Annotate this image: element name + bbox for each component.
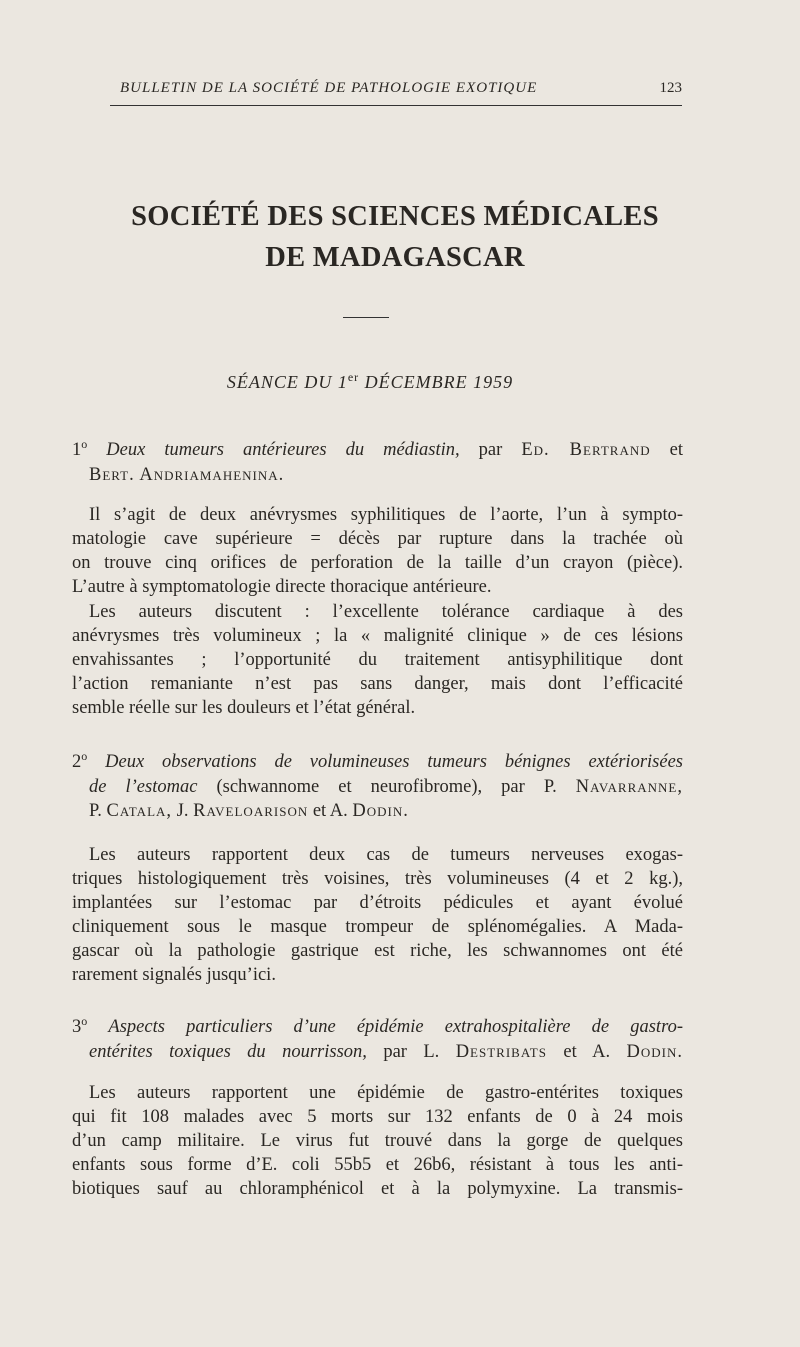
item-2-title-text: Deux observations de volumineuses tumeurs bénignes extériorisées bbox=[105, 752, 683, 772]
item-3-paragraph bbox=[72, 1081, 683, 1201]
society-title-line1: SOCIÉTÉ DES SCIENCES MÉDICALES bbox=[131, 201, 659, 232]
text-line: l’action remaniante n’est pas sans danger, mais dont l’efficacité bbox=[72, 674, 683, 694]
text-line: qui fit 108 malades avec 5 morts sur 132 enfants de 0 à 24 mois bbox=[72, 1107, 683, 1127]
text-line: cliniquement sous le masque trompeur de splénomégalies. A Mada- bbox=[72, 917, 683, 937]
item-1-degree: o bbox=[81, 436, 88, 451]
item-1-number: 1 bbox=[72, 440, 82, 460]
item-3-title-line2 bbox=[72, 1040, 683, 1065]
text-line: enfants sous forme d’E. coli 55b5 et 26b6, résistant à tous les anti- bbox=[72, 1155, 683, 1175]
item-2-title-line1 bbox=[72, 750, 683, 775]
item-2-title-line2 bbox=[72, 775, 683, 800]
text-line: semble réelle sur les douleurs et l’état général. bbox=[72, 698, 416, 718]
item-3-and: et A. bbox=[546, 1041, 627, 1062]
section-divider bbox=[343, 317, 389, 318]
seance-heading bbox=[0, 370, 740, 393]
item-1-and: et bbox=[650, 440, 683, 460]
society-title bbox=[40, 196, 750, 278]
text-line: on trouve cinq orifices de perforation de la taille d’un crayon (pièce). bbox=[72, 553, 683, 573]
item-3-by: par L. bbox=[366, 1041, 456, 1062]
text-line: gascar où la pathologie gastrique est riche, les schwannomes ont été bbox=[72, 941, 683, 961]
item-1-author-a: Ed. Bertrand bbox=[521, 440, 651, 460]
text-line: implantées sur l’estomac par d’étroits pédicules et ayant évolué bbox=[72, 893, 683, 913]
text-line: d’un camp militaire. Le virus fut trouvé dans la gorge de quelques bbox=[72, 1131, 683, 1151]
item-3-title-end: entérites toxiques du nourrisson, bbox=[89, 1041, 367, 1062]
item-3-title bbox=[72, 1015, 683, 1064]
text-line: L’autre à symptomatologie directe thoracique antérieure. bbox=[72, 577, 492, 597]
seance-day: 1 bbox=[337, 372, 348, 392]
item-2-initial-b: P. bbox=[89, 801, 107, 821]
seance-pre: SÉANCE DU bbox=[226, 372, 338, 392]
item-1-title bbox=[72, 438, 683, 487]
text-line: Les auteurs rapportent une épidémie de gastro-entérites toxiques bbox=[89, 1083, 683, 1103]
item-2-title-end: de l’estomac bbox=[89, 776, 198, 797]
text-line: Les auteurs rapportent deux cas de tumeurs nerveuses exogas- bbox=[89, 845, 683, 865]
text-line: Les auteurs discutent : l’excellente tolérance cardiaque à des bbox=[89, 602, 683, 622]
item-2-title bbox=[72, 750, 683, 824]
item-1-by: par bbox=[459, 440, 522, 460]
item-1-author-b: Bert. Andriamahenina. bbox=[89, 464, 285, 485]
text-line: envahissantes ; l’opportunité du traitement antisyphilitique dont bbox=[72, 650, 683, 670]
text-line: triques histologiquement très voisines, très volumineuses (4 et 2 kg.), bbox=[72, 869, 683, 889]
item-1-title-text: Deux tumeurs antérieures du médiastin, bbox=[106, 440, 460, 460]
text-line: rarement signalés jusqu’ici. bbox=[72, 965, 276, 985]
item-2-author-c: Raveloarison bbox=[193, 801, 309, 821]
header-rule bbox=[110, 105, 682, 106]
journal-title: BULLETIN DE LA SOCIÉTÉ DE PATHOLOGIE EXOTIQUE bbox=[120, 80, 538, 96]
item-2-degree: o bbox=[81, 748, 88, 763]
item-3-title-line1 bbox=[72, 1015, 683, 1040]
item-2-subtitle: (schwannome et neurofibrome), par P. bbox=[197, 776, 576, 797]
item-2-number: 2 bbox=[72, 752, 82, 772]
item-2-author-b: Catala, bbox=[106, 801, 173, 821]
item-3-number: 3 bbox=[72, 1017, 82, 1037]
item-1-paragraph-1 bbox=[72, 503, 683, 599]
item-2-initial-d: et A. bbox=[308, 801, 353, 821]
seance-post: DÉCEMBRE 1959 bbox=[359, 372, 514, 392]
item-1-title-line1 bbox=[72, 438, 683, 463]
item-3-author-b: Dodin. bbox=[626, 1041, 683, 1062]
item-3-title-text: Aspects particuliers d’une épidémie extrahospitalière de gastro- bbox=[108, 1017, 683, 1037]
item-2-initial-c: J. bbox=[172, 801, 194, 821]
society-title-line2: DE MADAGASCAR bbox=[265, 242, 525, 273]
item-2-author-a: Navarranne, bbox=[575, 776, 683, 797]
text-line: anévrysmes très volumineux ; la « malignité clinique » de ces lésions bbox=[72, 626, 683, 646]
text-line: Il s’agit de deux anévrysmes syphilitiques de l’aorte, l’un à sympto- bbox=[89, 505, 683, 525]
item-1-paragraph-2 bbox=[72, 600, 683, 720]
item-3-author-a: Destribats bbox=[455, 1041, 547, 1062]
text-line: matologie cave supérieure = décès par rupture dans la trachée où bbox=[72, 529, 683, 549]
seance-sup: er bbox=[347, 370, 360, 384]
text-line: biotiques sauf au chloramphénicol et à la polymyxine. La transmis- bbox=[72, 1179, 683, 1199]
item-3-degree: o bbox=[81, 1013, 88, 1028]
item-2-paragraph bbox=[72, 843, 683, 987]
page-number: 123 bbox=[659, 80, 682, 96]
item-2-author-d: Dodin. bbox=[352, 801, 409, 821]
item-2-title-line3 bbox=[72, 799, 683, 824]
